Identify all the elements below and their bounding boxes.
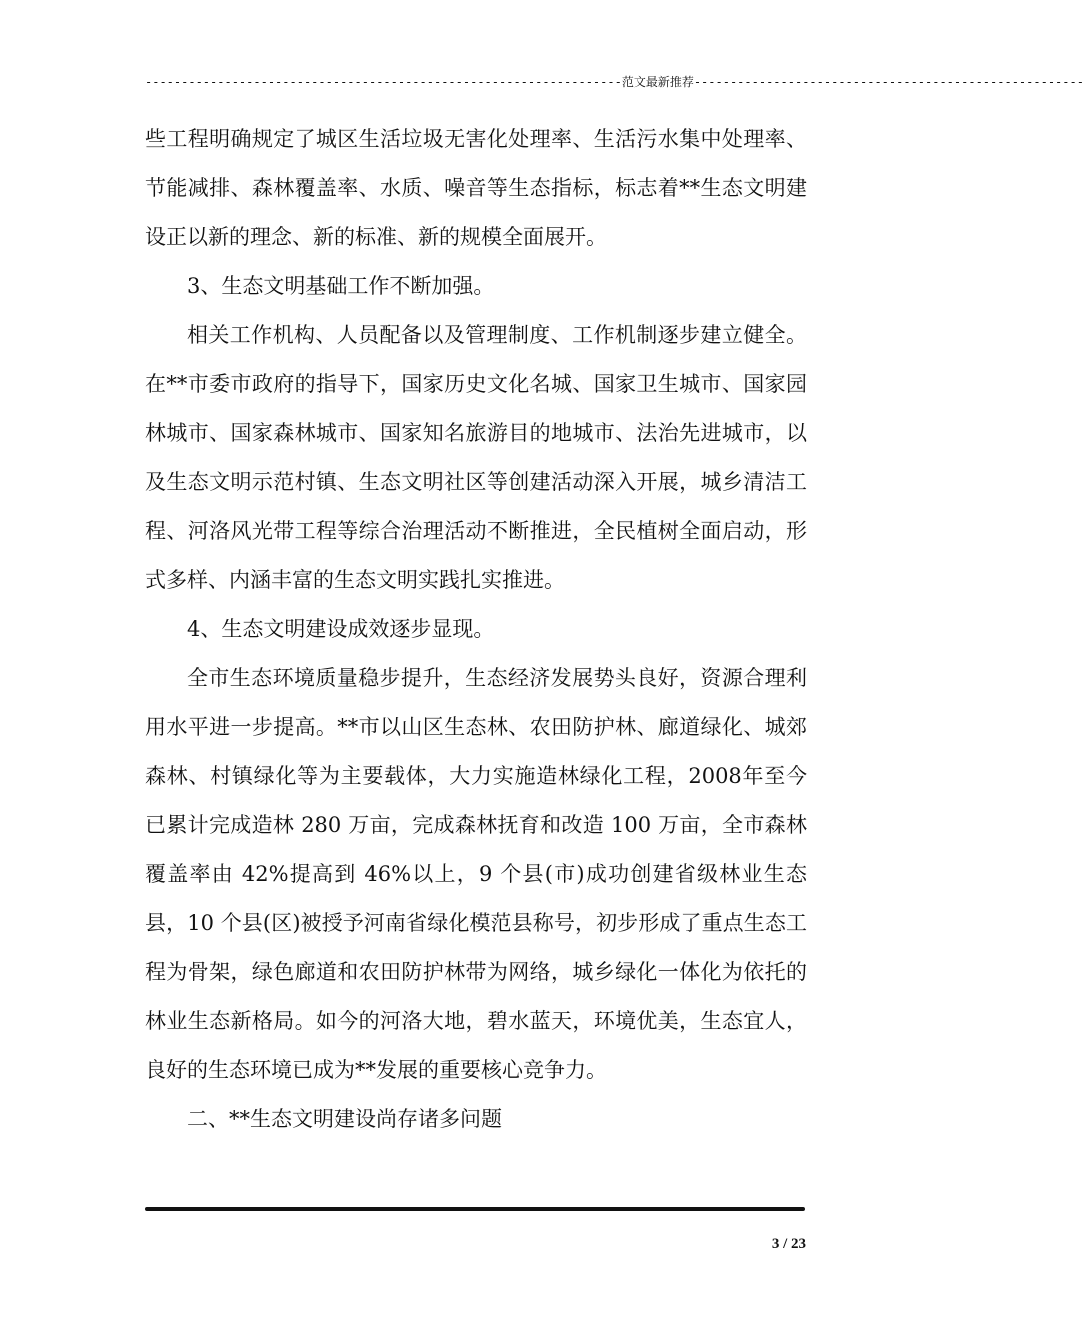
section-heading: 二、**生态文明建设尚存诸多问题 [187, 1107, 502, 1131]
paragraph: 相关工作机构、人员配备以及管理制度、工作机制逐步建立健全。在**市委市政府的指导下，国家历史文化名城、国家卫生城市、国家园林城市、国家森林城市、国家知名旅游目的地城市、法治先进城市，以及生态文明示范村镇、生态文明社区等创建活动深入开展，城乡清洁工程、河洛风光带工程等综合治理活动不断推进，全民植树全面启动，形式多样、内涵丰富的生态文明实践扎实推进。 [145, 323, 807, 592]
page-header: ------------------------------------------------------------------范文最新推荐------------------------------------------------------ [145, 75, 1084, 89]
section-heading: 3、生态文明基础工作不断加强。 [187, 274, 495, 298]
paragraph: 些工程明确规定了城区生活垃圾无害化处理率、生活污水集中处理率、节能减排、森林覆盖率、水质、噪音等生态指标，标志着**生态文明建设正以新的理念、新的标准、新的规模全面展开。 [145, 127, 807, 249]
document-body [145, 115, 807, 1144]
section-heading: 4、生态文明建设成效逐步显现。 [187, 617, 495, 641]
page-number: 3 / 23 [771, 1236, 806, 1252]
footer-divider [145, 1207, 805, 1211]
paragraph: 全市生态环境质量稳步提升，生态经济发展势头良好，资源合理利用水平进一步提高。**市以山区生态林、农田防护林、廊道绿化、城郊森林、村镇绿化等为主要载体，大力实施造林绿化工程，2008年至今已累计完成造林 280 万亩，完成森林抚育和改造 100 万亩，全市森林覆盖率由 42%提高到 46%以上，9 个县(市)成功创建省级林业生态县，10 个县(区)被授予河南省绿化模范县称号，初步形成了重点生态工程为骨架，绿色廊道和农田防护林带为网络，城乡绿化一体化为依托的林业生态新格局。如今的河洛大地，碧水蓝天，环境优美，生态宜人，良好的生态环境已成为**发展的重要核心竞争力。 [145, 666, 807, 1082]
